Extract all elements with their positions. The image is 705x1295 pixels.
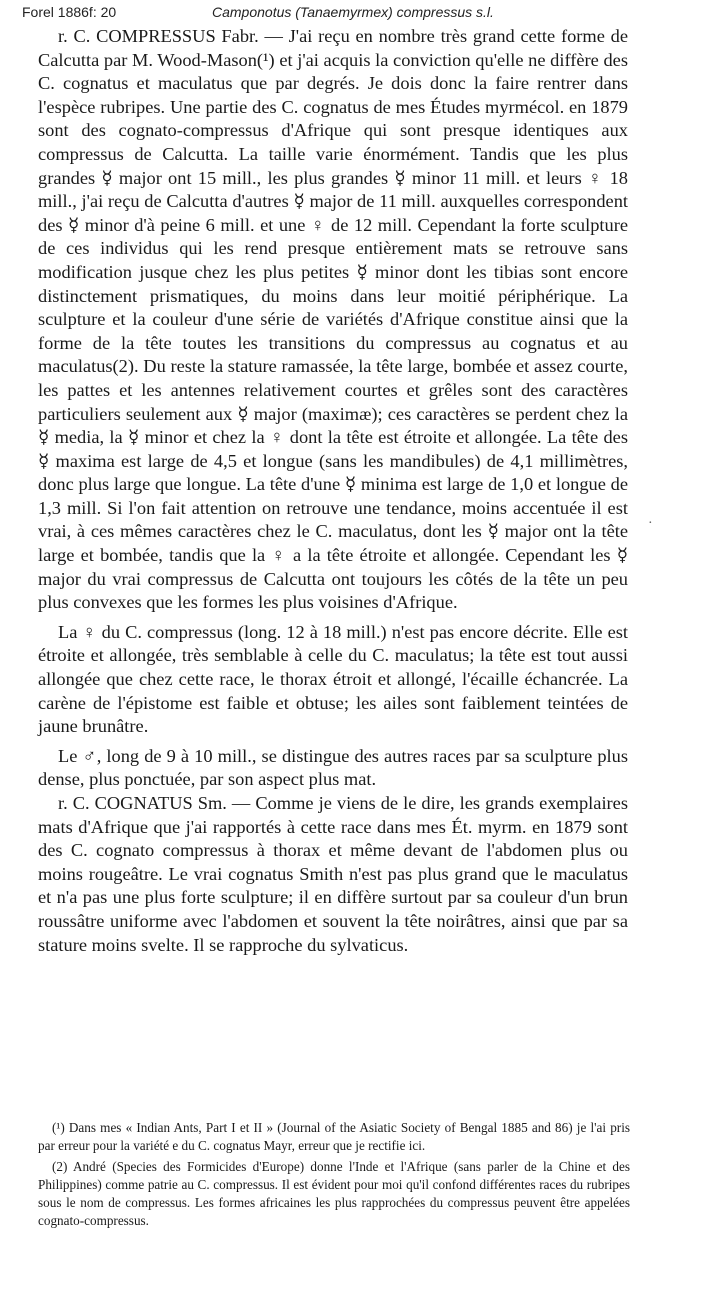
paragraph-female-description: La ♀ du C. compressus (long. 12 à 18 mill.) n'est pas encore décrite. Elle est étroite et allongée, très semblable à celle du C. maculatus; la tête est tout aussi allongée que chez cette race, le thorax étroit et allongé, l'écaille échancrée. La carène de l'épistome est faible et obtuse; les ailes sont faiblement teintées de jaune brunâtre. — [38, 621, 628, 737]
paragraph-cognatus: r. C. COGNATUS Sm. — Comme je viens de le dire, les grands exemplaires mats d'Afrique que j'ai rapportés à cette race dans mes Ét. myrm. en 1879 sont des C. cognato compressus à thorax et même devant de l'abdomen plus ou moins rougeâtre. Le vrai cognatus Smith n'est pas plus grand que le maculatus et n'a pas une plus forte sculpture; il en diffère surtout par sa couleur d'un brun roussâtre uniforme avec l'abdomen et souvent la tête noirâtres, ainsi que par sa stature moins svelte. Il se rapproche du sylvaticus. — [38, 793, 628, 955]
margin-mark: · — [648, 516, 653, 531]
paragraph-male-description: Le ♂, long de 9 à 10 mill., se distingue des autres races par sa sculpture plus dense, plus ponctuée, par son aspect plus mat. — [38, 745, 628, 790]
header-citation: Forel 1886f: 20 — [22, 4, 117, 20]
main-text — [38, 25, 628, 957]
header-taxon: Camponotus (Tanaemyrmex) compressus s.l. — [212, 4, 494, 20]
footnotes — [38, 1119, 630, 1233]
paragraph-compressus: r. C. COMPRESSUS Fabr. — J'ai reçu en nombre très grand cette forme de Calcutta par M. Wood-Mason(¹) et j'ai acquis la conviction qu'elle ne diffère des C. cognatus et maculatus que par degrés. Je dois donc la faire rentrer dans l'espèce rubripes. Une partie des C. cognatus de mes Études myrmécol. en 1879 sont des cognato-compressus d'Afrique qui sont presque identiques aux compressus de Calcutta. La taille varie énormément. Tandis que les plus grandes ☿ major ont 15 mill., les plus grandes ☿ minor 11 mill. et leurs ♀ 18 mill., j'ai reçu de Calcutta d'autres ☿ major de 11 mill. auxquelles correspondent des ☿ minor d'à peine 6 mill. et une ♀ de 12 mill. Cependant la forte sculpture de ces individus qui les rend presque entièrement mats se retrouve sans modification jusque chez les plus petites ☿ minor dont les tibias sont encore distinctement prismatiques, du moins dans leur moitié périphérique. La sculpture et la couleur d'une série de variétés d'Afrique constitue ainsi que la forme de la tête toutes les transitions du compressus au cognatus et au maculatus(2). Du reste la stature ramassée, la tête large, bombée et assez courte, les pattes et les antennes relativement courtes et grêles sont des caractères particuliers seulement aux ☿ major (maximæ); ces caractères se perdent chez la ☿ media, la ☿ minor et chez la ♀ dont la tête est étroite et allongée. La tête des ☿ maxima est large de 4,5 et longue (sans les mandibules) de 4,1 millimètres, donc plus large que longue. La tête d'une ☿ minima est large de 1,0 et longue de 1,3 mill. Si l'on fait attention on retrouve une tendance, moins accentuée il est vrai, à ces mêmes caractères chez le C. maculatus, dont les ☿ major ont la tête large et bombée, tandis que la ♀ a la tête étroite et allongée. Cependant les ☿ major du vrai compressus de Calcutta ont toujours les côtés de la tête un peu plus convexes que les formes les plus voisines d'Afrique. — [38, 26, 628, 613]
footnote-1: (¹) Dans mes « Indian Ants, Part I et II » (Journal of the Asiatic Society of Bengal 1885 and 86) je l'ai pris par erreur pour la variété e du C. cognatus Mayr, erreur que je rectifie ici. — [38, 1120, 630, 1153]
page-header — [22, 4, 685, 24]
footnote-2: (2) André (Species des Formicides d'Europe) donne l'Inde et l'Afrique (sans parler de la Chine et des Philippines) comme patrie au C. compressus. Il est évident pour moi qu'il confond différentes races du rubripes sous le nom de compressus. Les formes africaines les plus rapprochées du compressus peuvent être appelées cognato-compressus. — [38, 1159, 630, 1228]
